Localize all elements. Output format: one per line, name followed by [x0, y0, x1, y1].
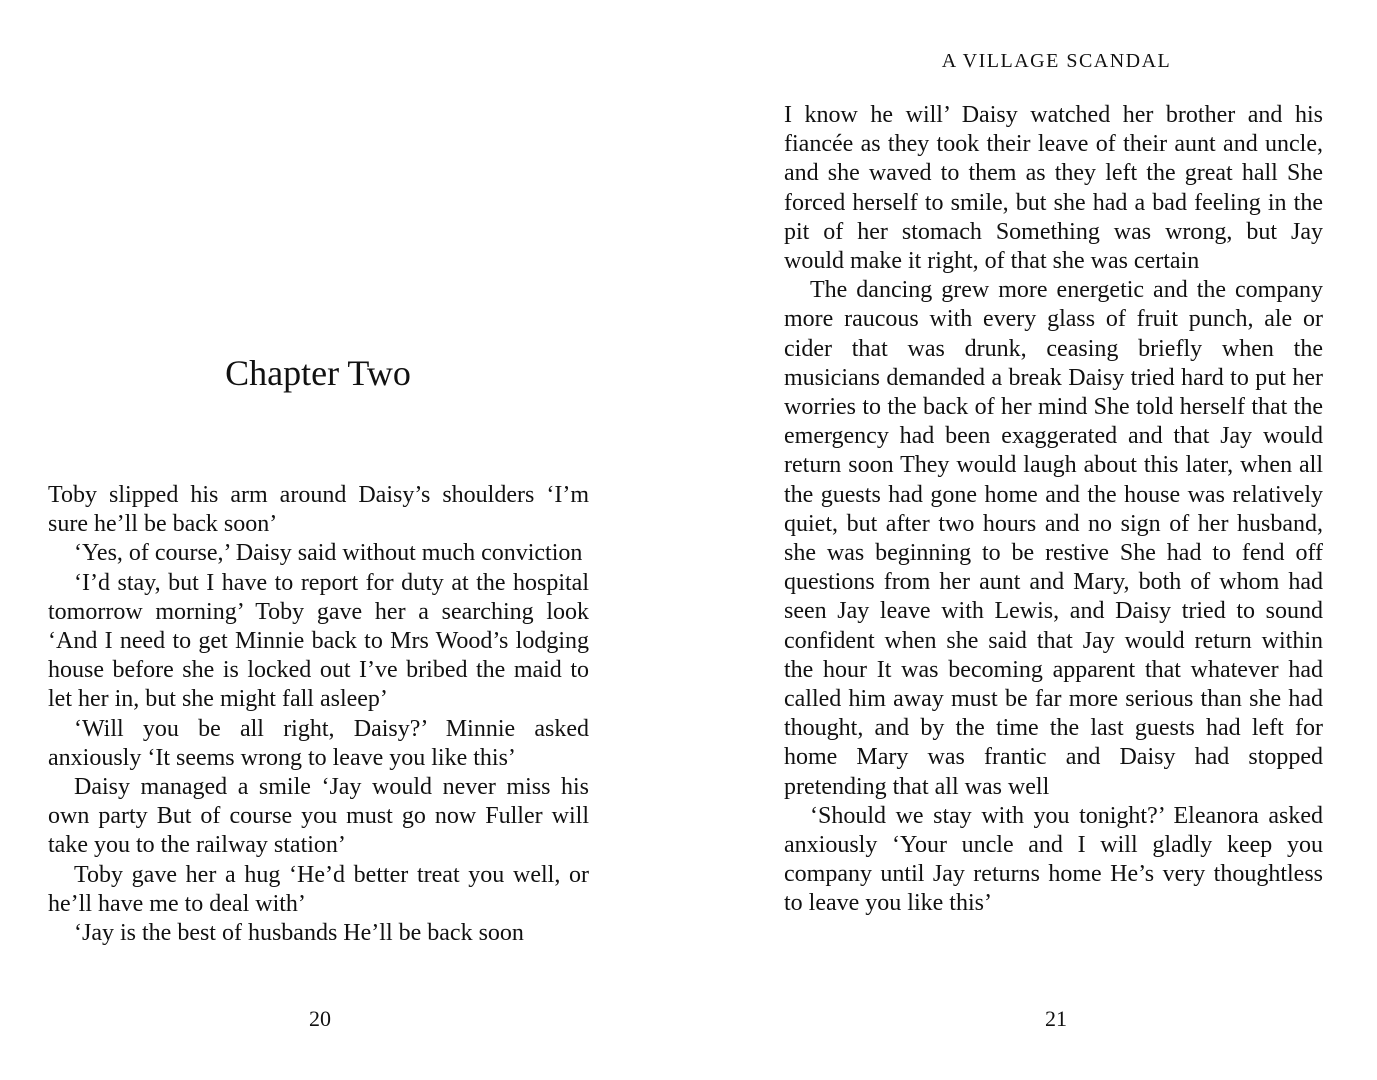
page-number: 20	[309, 1006, 331, 1031]
running-head: A VILLAGE SCANDAL	[941, 50, 1172, 72]
left-page-body	[48, 481, 589, 948]
right-page	[688, 0, 1377, 1080]
paragraph: ‘Yes, of course,’ Daisy said without much conviction	[74, 540, 583, 567]
right-page-body	[784, 101, 1323, 919]
paragraph: I know he will’ Daisy watched her brother and his fiancée as they took their leave of their aunt and uncle, and she waved to them as they left the great hall She forced herself to smile, but she had a bad feeling in the pit of her stomach Something was wrong, but Jay would make it right, of that she was certain	[784, 102, 1323, 275]
paragraph: Daisy managed a smile ‘Jay would never miss his own party But of course you must go now Fuller will take you to the railway station’	[48, 774, 589, 859]
paragraph: Toby slipped his arm around Daisy’s shoulders ‘I’m sure he’ll be back soon’	[48, 482, 589, 538]
paragraph: The dancing grew more energetic and the company more raucous with every glass of fruit punch, ale or cider that was drunk, ceasing briefly when the musicians demanded a break Daisy tried hard to put her worries to the back of her mind She told herself that the emergency had been exaggerated and that Jay would return soon They would laugh about this later, when all the guests had gone home and the house was relatively quiet, but after two hours and no sign of her husband, she was beginning to be restive She had to fend off questions from her aunt and Mary, both of whom had seen Jay leave with Lewis, and Daisy tried to sound confident when she said that Jay would return within the hour It was becoming apparent that whatever had called him away must be far more serious than she had thought, and by the time the last guests had left for home Mary was frantic and Daisy had stopped pretending that all was well	[784, 277, 1323, 800]
left-page	[0, 0, 688, 1080]
paragraph: Toby gave her a hug ‘He’d better treat you well, or he’ll have me to deal with’	[48, 861, 589, 917]
paragraph: ‘Will you be all right, Daisy?’ Minnie asked anxiously ‘It seems wrong to leave you like this’	[48, 715, 589, 771]
paragraph: ‘Should we stay with you tonight?’ Eleanora asked anxiously ‘Your uncle and I will gladly keep you company until Jay returns home He’s very thoughtless to leave you like this’	[784, 802, 1323, 917]
page-number: 21	[1045, 1006, 1067, 1031]
paragraph: ‘Jay is the best of husbands He’ll be back soon	[74, 920, 524, 947]
chapter-title: Chapter Two	[225, 353, 411, 393]
paragraph: ‘I’d stay, but I have to report for duty at the hospital tomorrow morning’ Toby gave her a searching look ‘And I need to get Minnie back to Mrs Wood’s lodging house before she is locked out I’ve bribed the maid to let her in, but she might fall asleep’	[48, 569, 589, 713]
